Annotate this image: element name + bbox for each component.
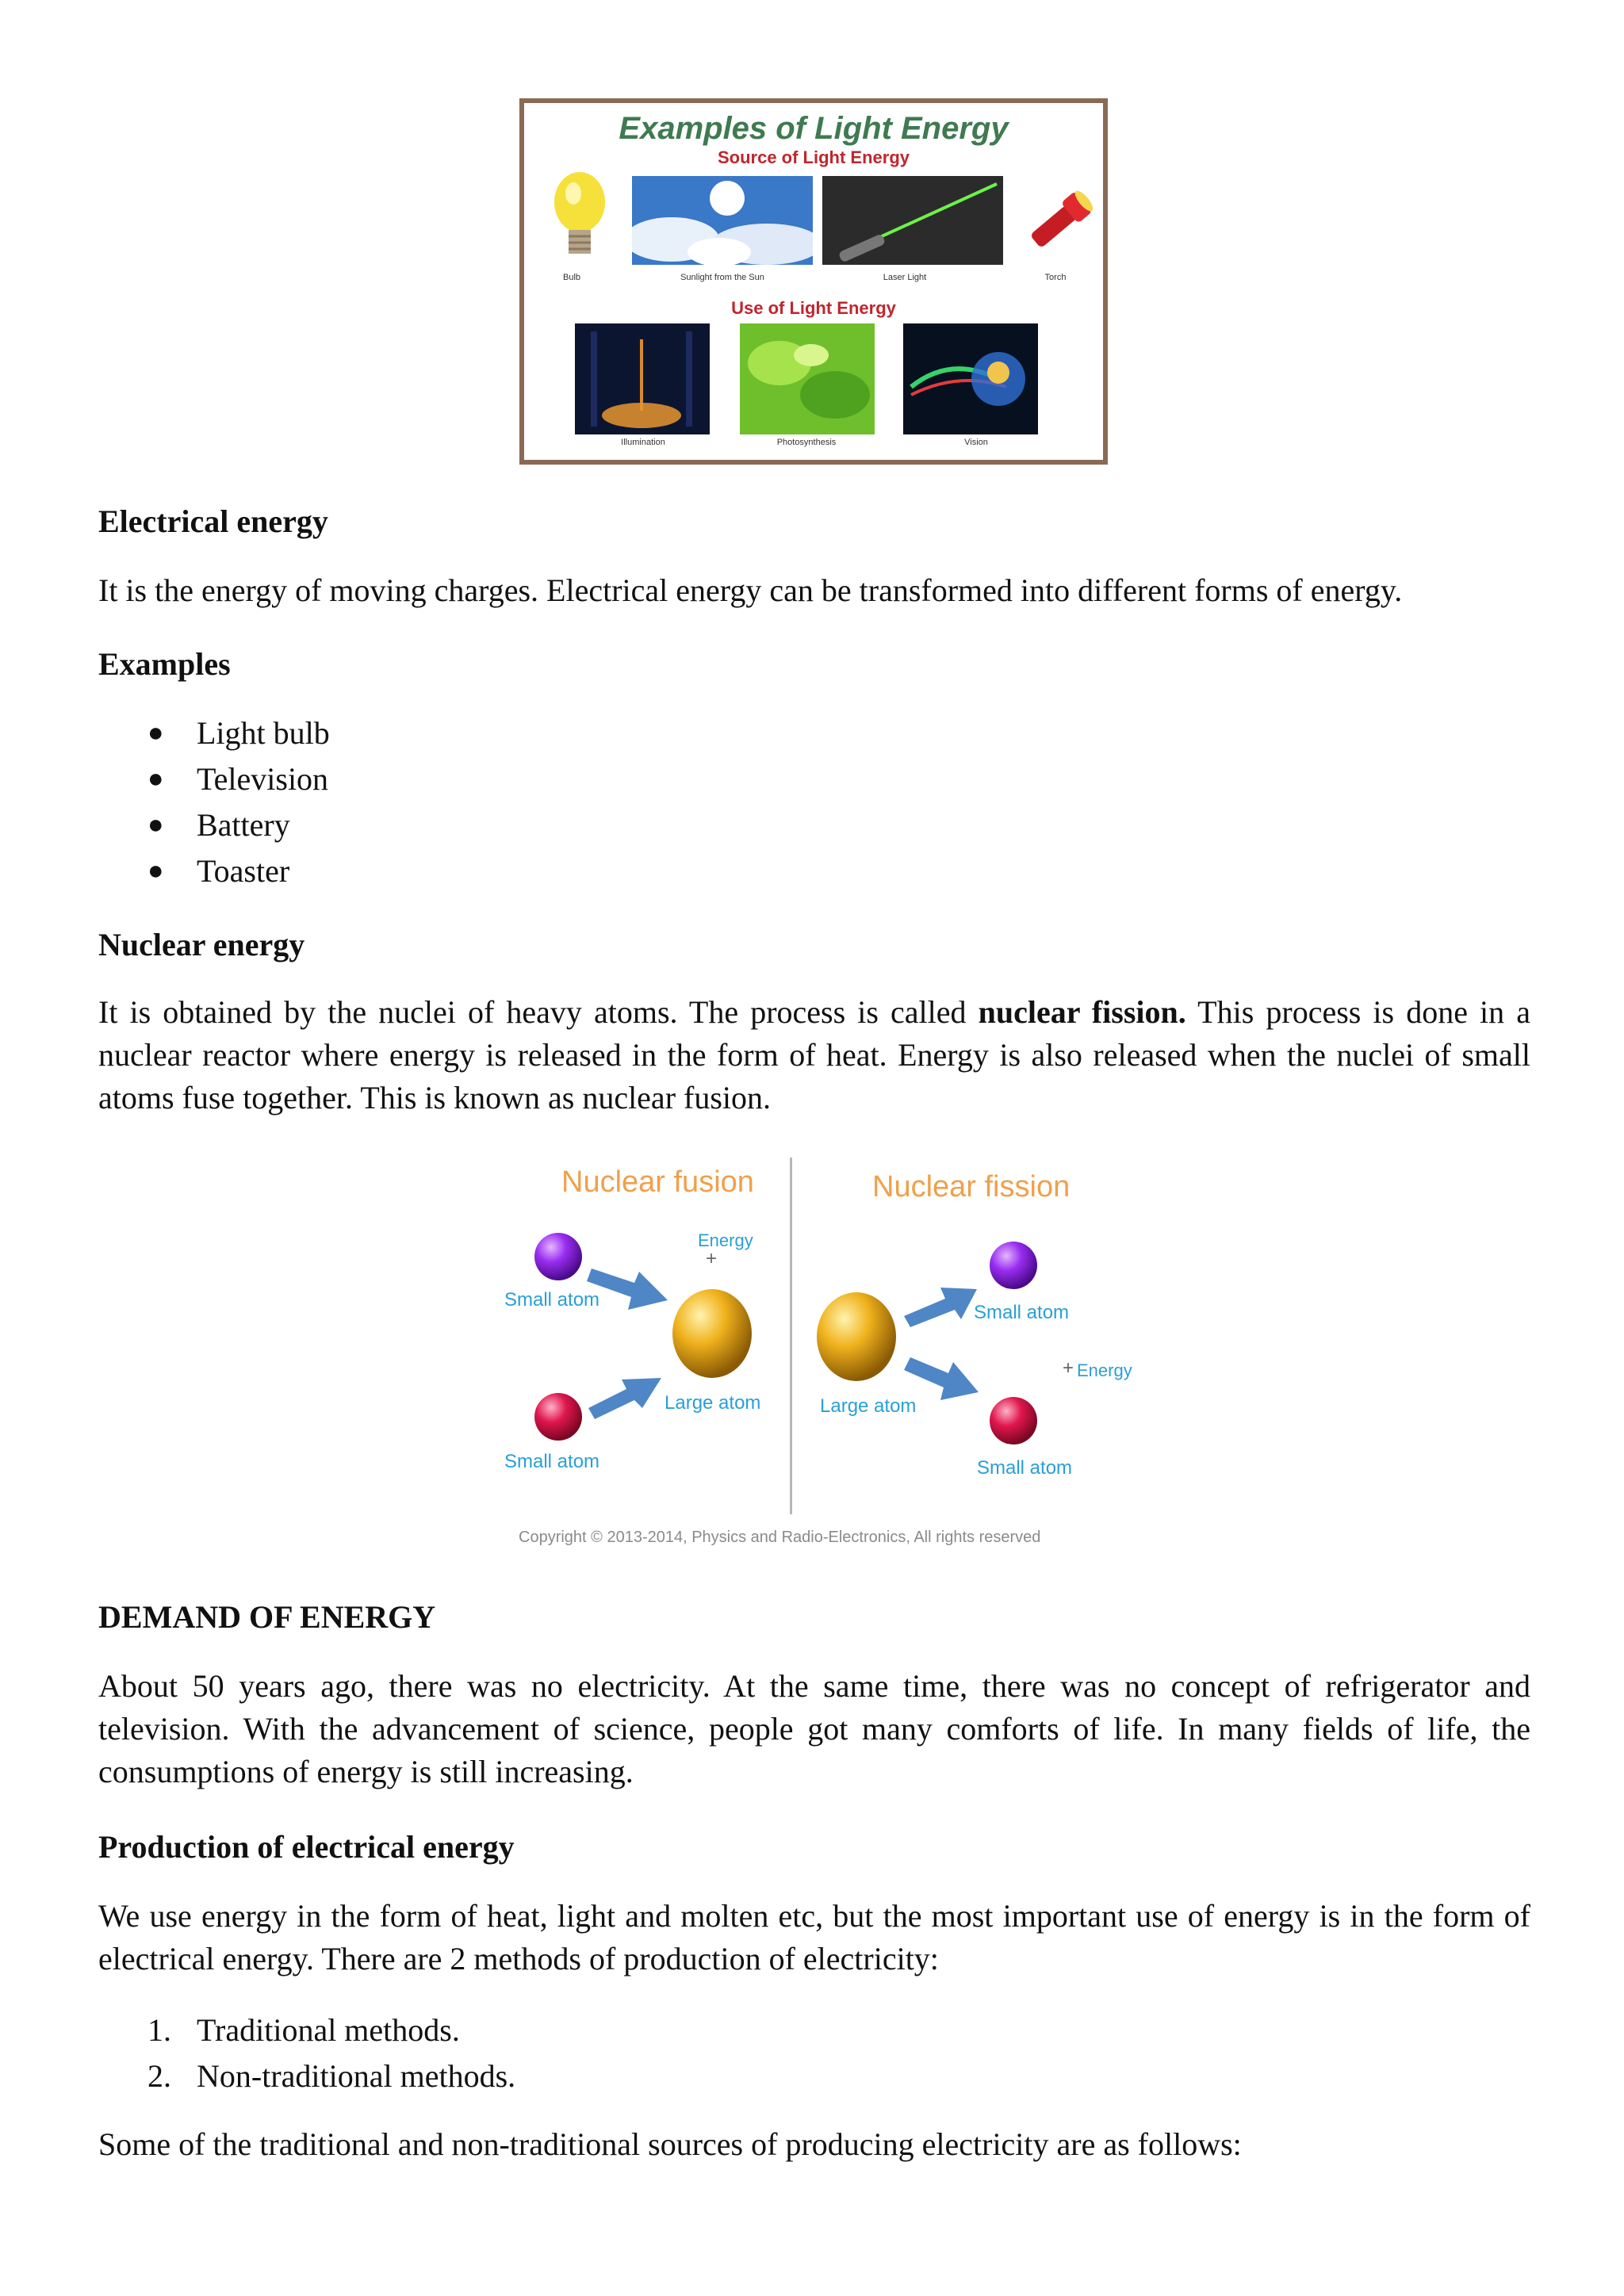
- nuclear-heading: Nuclear energy: [98, 927, 305, 962]
- fusion-title: Nuclear fusion: [561, 1165, 754, 1199]
- list-item: ● Toaster: [98, 848, 812, 894]
- closing-text: Some of the traditional and non-traditional sources of producing electricity are as follows:: [98, 2126, 1242, 2162]
- use-heading: Use of Light Energy: [731, 298, 896, 318]
- torch-image: [1021, 182, 1100, 262]
- list-item: 1. Traditional methods.: [147, 2012, 460, 2048]
- fission-title: Nuclear fission: [872, 1170, 1071, 1203]
- large-atom-fission: [817, 1292, 896, 1381]
- nuclear-figure: [492, 1150, 1158, 1562]
- production-heading: Production of electrical energy: [98, 1829, 515, 1865]
- arrow-fusion-bottom: [588, 1378, 661, 1419]
- copyright-line: Copyright © 2013-2014, Physics and Radio-Electronics, All rights reserved: [519, 1529, 1041, 1546]
- source-label-bulb: Bulb: [562, 273, 581, 282]
- large-atom-label-fusion: Large atom: [665, 1392, 761, 1414]
- use-label-photosynthesis: Photosynthesis: [776, 438, 837, 447]
- photosynthesis-image: [740, 323, 875, 434]
- energy-label-fission: Energy: [1077, 1360, 1132, 1380]
- production-text: We use energy in the form of heat, light and molten etc, but the most important use of energy is in the form of electrical energy. There are 2 methods of production of electricity:: [98, 1898, 1530, 1976]
- vision-image: [903, 323, 1038, 434]
- energy-label-fusion: Energy: [698, 1230, 753, 1250]
- illumination-image: [575, 323, 710, 434]
- examples-heading: Examples: [98, 646, 231, 682]
- small-atom-red: [534, 1393, 582, 1441]
- bullet-icon: ●: [147, 764, 164, 794]
- small-atom-label-3: Small atom: [974, 1302, 1070, 1323]
- small-atom-red-fission: [990, 1397, 1037, 1445]
- demand-heading: DEMAND OF ENERGY: [98, 1599, 436, 1635]
- examples-list: [98, 710, 812, 894]
- small-atom-label-1: Small atom: [504, 1289, 600, 1311]
- source-label-torch: Torch: [1044, 273, 1067, 282]
- plus-sign-fusion: +: [706, 1248, 718, 1269]
- list-item: ● Light bulb: [98, 710, 812, 756]
- small-atom-purple-fission: [990, 1242, 1037, 1289]
- large-atom-fusion: [672, 1289, 752, 1378]
- small-atom-label-4: Small atom: [977, 1457, 1073, 1479]
- plus-sign-fission: +: [1063, 1357, 1074, 1379]
- source-heading: Source of Light Energy: [717, 147, 910, 167]
- large-atom-label-fission: Large atom: [820, 1395, 917, 1417]
- bullet-icon: ●: [147, 718, 164, 748]
- arrow-fission-top: [904, 1288, 977, 1327]
- bullet-icon: ●: [147, 856, 164, 886]
- electrical-heading: Electrical energy: [98, 503, 328, 539]
- list-item: 2. Non-traditional methods.: [147, 2058, 516, 2094]
- methods-list: [98, 2007, 812, 2099]
- nuclear-text: It is obtained by the nuclei of heavy atoms. The process is called nuclear fission. This process is done in a nuclear reactor where energy is released in the form of heat. Energy is also released when the nuclei of small atoms fuse together. This is known as nuclear fusion.: [98, 994, 1531, 1115]
- use-label-illumination: Illumination: [621, 438, 665, 447]
- laser-image: [822, 176, 1003, 265]
- small-atom-purple: [534, 1233, 582, 1280]
- electrical-text: It is the energy of moving charges. Electrical energy can be transformed into different forms of energy.: [98, 572, 1403, 608]
- list-item: ● Battery: [98, 802, 812, 848]
- demand-text: About 50 years ago, there was no electricity. At the same time, there was no concept of refrigerator and television. With the advancement of science, people got many comforts of life. In many fields of life, the consumptions of energy is still increasing.: [98, 1668, 1530, 1789]
- source-label-sunlight: Sunlight from the Sun: [680, 273, 764, 282]
- nuclear-fission-term: nuclear fission.: [978, 994, 1186, 1030]
- light-energy-figure: [519, 98, 1108, 465]
- arrow-fission-bottom: [904, 1357, 979, 1400]
- small-atom-label-2: Small atom: [504, 1451, 600, 1472]
- source-label-laser: Laser Light: [883, 273, 927, 282]
- list-item: ● Television: [98, 756, 812, 802]
- light-figure-title: Examples of Light Energy: [619, 111, 1009, 146]
- sunlight-image: [632, 176, 813, 265]
- bulb-image: [548, 166, 611, 270]
- bullet-icon: ●: [147, 810, 164, 840]
- use-label-vision: Vision: [964, 438, 988, 447]
